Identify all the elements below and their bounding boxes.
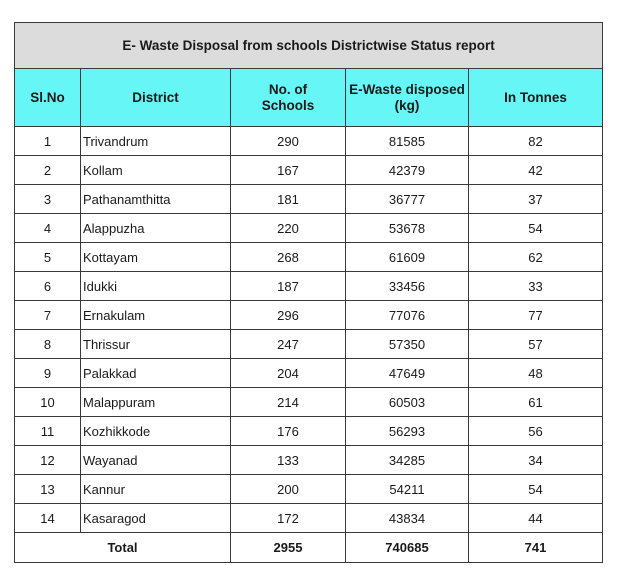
cell-ewaste-kg: 57350 [346, 330, 469, 359]
header-sl-no: Sl.No [15, 69, 81, 127]
cell-ewaste-kg: 54211 [346, 475, 469, 504]
cell-no-of-schools: 181 [231, 185, 346, 214]
cell-sl-no: 7 [15, 301, 81, 330]
cell-sl-no: 12 [15, 446, 81, 475]
cell-in-tonnes: 54 [469, 214, 603, 243]
table-row [15, 417, 603, 446]
table-row [15, 504, 603, 533]
cell-district: Palakkad [81, 359, 231, 388]
table-row [15, 272, 603, 301]
header-district: District [81, 69, 231, 127]
cell-sl-no: 4 [15, 214, 81, 243]
cell-no-of-schools: 268 [231, 243, 346, 272]
cell-sl-no: 11 [15, 417, 81, 446]
cell-district: Trivandrum [81, 127, 231, 156]
cell-district: Kottayam [81, 243, 231, 272]
cell-ewaste-kg: 34285 [346, 446, 469, 475]
cell-sl-no: 14 [15, 504, 81, 533]
cell-in-tonnes: 62 [469, 243, 603, 272]
cell-ewaste-kg: 61609 [346, 243, 469, 272]
cell-sl-no: 9 [15, 359, 81, 388]
table-row [15, 359, 603, 388]
header-ewaste-line1: E-Waste disposed [349, 81, 465, 97]
cell-no-of-schools: 133 [231, 446, 346, 475]
cell-no-of-schools: 220 [231, 214, 346, 243]
cell-in-tonnes: 57 [469, 330, 603, 359]
cell-district: Kasaragod [81, 504, 231, 533]
cell-no-of-schools: 187 [231, 272, 346, 301]
cell-ewaste-kg: 43834 [346, 504, 469, 533]
cell-in-tonnes: 42 [469, 156, 603, 185]
cell-in-tonnes: 33 [469, 272, 603, 301]
cell-in-tonnes: 37 [469, 185, 603, 214]
table-row [15, 388, 603, 417]
cell-district: Kollam [81, 156, 231, 185]
title-row [15, 23, 603, 69]
cell-district: Malappuram [81, 388, 231, 417]
cell-ewaste-kg: 53678 [346, 214, 469, 243]
header-no-of-schools [231, 69, 346, 127]
cell-ewaste-kg: 56293 [346, 417, 469, 446]
table-row [15, 156, 603, 185]
cell-in-tonnes: 44 [469, 504, 603, 533]
cell-no-of-schools: 204 [231, 359, 346, 388]
report-title: E- Waste Disposal from schools Districtwise Status report [15, 23, 603, 69]
table-row [15, 243, 603, 272]
cell-no-of-schools: 200 [231, 475, 346, 504]
cell-no-of-schools: 167 [231, 156, 346, 185]
cell-no-of-schools: 214 [231, 388, 346, 417]
header-schools-line1: No. of [268, 81, 308, 97]
cell-in-tonnes: 56 [469, 417, 603, 446]
cell-ewaste-kg: 60503 [346, 388, 469, 417]
cell-ewaste-kg: 36777 [346, 185, 469, 214]
cell-ewaste-kg: 81585 [346, 127, 469, 156]
cell-in-tonnes: 34 [469, 446, 603, 475]
table-row [15, 301, 603, 330]
cell-ewaste-kg: 33456 [346, 272, 469, 301]
cell-district: Kozhikkode [81, 417, 231, 446]
cell-in-tonnes: 77 [469, 301, 603, 330]
cell-in-tonnes: 54 [469, 475, 603, 504]
header-row [15, 69, 603, 127]
cell-no-of-schools: 290 [231, 127, 346, 156]
cell-sl-no: 13 [15, 475, 81, 504]
cell-in-tonnes: 82 [469, 127, 603, 156]
table-row [15, 185, 603, 214]
cell-ewaste-kg: 77076 [346, 301, 469, 330]
cell-no-of-schools: 172 [231, 504, 346, 533]
cell-sl-no: 8 [15, 330, 81, 359]
cell-district: Idukki [81, 272, 231, 301]
table-row [15, 446, 603, 475]
total-label: Total [15, 533, 231, 563]
cell-district: Kannur [81, 475, 231, 504]
cell-sl-no: 2 [15, 156, 81, 185]
table-row [15, 330, 603, 359]
cell-district: Alappuzha [81, 214, 231, 243]
cell-no-of-schools: 176 [231, 417, 346, 446]
cell-sl-no: 6 [15, 272, 81, 301]
total-schools: 2955 [231, 533, 346, 563]
ewaste-report-table [14, 22, 603, 563]
cell-sl-no: 10 [15, 388, 81, 417]
table-row [15, 475, 603, 504]
header-ewaste-line2: (kg) [394, 97, 420, 113]
header-ewaste-kg [346, 69, 469, 127]
cell-district: Ernakulam [81, 301, 231, 330]
header-in-tonnes: In Tonnes [469, 69, 603, 127]
cell-sl-no: 5 [15, 243, 81, 272]
cell-no-of-schools: 247 [231, 330, 346, 359]
cell-ewaste-kg: 47649 [346, 359, 469, 388]
cell-no-of-schools: 296 [231, 301, 346, 330]
cell-district: Thrissur [81, 330, 231, 359]
cell-in-tonnes: 48 [469, 359, 603, 388]
header-schools-line2: Schools [261, 97, 315, 113]
cell-district: Pathanamthitta [81, 185, 231, 214]
total-tonnes: 741 [469, 533, 603, 563]
cell-ewaste-kg: 42379 [346, 156, 469, 185]
cell-district: Wayanad [81, 446, 231, 475]
table-row [15, 214, 603, 243]
total-row [15, 533, 603, 563]
table-row [15, 127, 603, 156]
cell-in-tonnes: 61 [469, 388, 603, 417]
cell-sl-no: 3 [15, 185, 81, 214]
cell-sl-no: 1 [15, 127, 81, 156]
total-ewaste-kg: 740685 [346, 533, 469, 563]
